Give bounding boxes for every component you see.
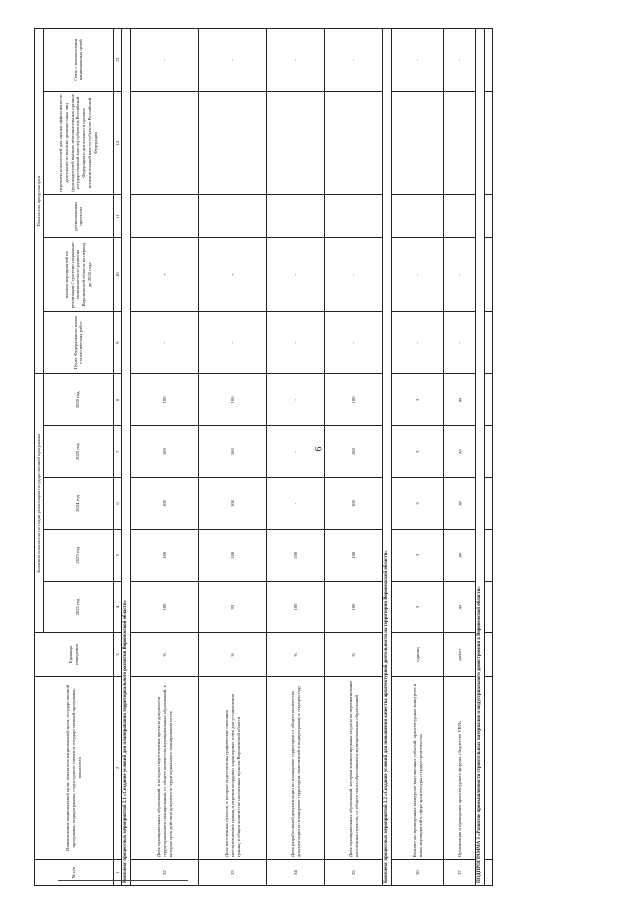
row-provided: -: [444, 311, 476, 374]
row-provided: [325, 91, 383, 195]
row-value: -: [267, 478, 325, 530]
col-number: 4: [113, 581, 122, 633]
col-number: 6: [113, 478, 122, 530]
header-provided-col: Связь с показателями национальных целей: [43, 29, 113, 92]
bottom-rule: [58, 880, 188, 881]
row-value: 100: [267, 581, 325, 633]
row-unit: %: [199, 633, 267, 676]
header-year: 2024 год: [43, 478, 113, 530]
indicators-table: [34, 28, 493, 886]
row-provided: +: [131, 238, 199, 311]
row-value: 100: [199, 426, 267, 478]
row-provided: [267, 91, 325, 195]
row-value: 93: [199, 581, 267, 633]
row-provided: [131, 91, 199, 195]
section-title: Комплекс процессных мероприятий 2.2 «Создание условий для повышения качества архитектурной деятельности на территории Воронежской области»: [383, 29, 392, 886]
row-unit: единиц: [392, 633, 444, 676]
row-name: Доля разработанной документации по планировке территории от общего количества документации по планировке территории, включенной в подпрограмму в текущем году: [267, 676, 325, 859]
col-number: 12: [113, 91, 122, 195]
row-value: 100: [131, 374, 199, 426]
row-name: Доля муниципальных образований, которым компенсированы затраты на переименование населенных пунктов, от общего числа обратившихся муниципальных образований: [325, 676, 383, 859]
header-provided-group: Показатель предусмотрен: [35, 29, 44, 374]
col-number: 10: [113, 238, 122, 311]
row-num: 36: [392, 860, 444, 886]
row-num: 32: [131, 860, 199, 886]
row-value: 3: [392, 478, 444, 530]
col-number: 7: [113, 426, 122, 478]
row-value: 3: [392, 426, 444, 478]
header-name: Наименование национальной цели, показателя национальной цели, государственной программы, подпрограммы, структурного элемента государственной программы, показателя: [35, 676, 114, 859]
row-name: Доля населенных пунктов, в которых подготовлены графические описания местоположения границ и перечни координат характерных точек для установления границ, в общем количестве населенных пунктов Воронежской области: [199, 676, 267, 859]
row-value: 100: [325, 529, 383, 581]
header-provided-col: планом мероприятий по реализации Стратегии социально-экономического развития Воронежской области на период до 2035 года: [43, 238, 113, 311]
row-value: 100: [199, 374, 267, 426]
row-provided: -: [267, 238, 325, 311]
row-value: 100: [131, 529, 199, 581]
row-value: да: [444, 426, 476, 478]
row-provided: [199, 195, 267, 238]
header-provided-col: региональным проектом: [43, 195, 113, 238]
row-provided: -: [325, 238, 383, 311]
row-value: да: [444, 478, 476, 530]
col-number: 8: [113, 374, 122, 426]
row-provided: [131, 195, 199, 238]
header-provided-col: перечнем показателей для оценки эффективности деятельности высших должностных лиц (руководителей высших исполнительных органов государственной власти) субъектов Российской Федерации и деятельности органов исполнительной власти субъектов Российской Федерации: [43, 91, 113, 195]
row-name: Количество проведенных конкурсно-выставочных событий, архитектурных конкурсов и иных мероприятий в сфере архитектуры и градостроительства: [392, 676, 444, 859]
rotated-table-block: [34, 28, 554, 886]
row-provided: -: [131, 29, 199, 92]
row-provided: [199, 91, 267, 195]
col-number: 1: [113, 860, 122, 886]
header-unit: Единица измерения: [35, 633, 114, 676]
row-provided: [444, 195, 476, 238]
row-value: -: [267, 374, 325, 426]
row-value: 100: [131, 426, 199, 478]
row-provided: [444, 91, 476, 195]
row-unit: да/нет: [444, 633, 476, 676]
row-unit: %: [267, 633, 325, 676]
header-num: № п/п: [35, 860, 114, 886]
section-title: Комплекс процессных мероприятий 2.1 «Создание условий для планирования территориального развития Воронежской области»: [122, 29, 131, 886]
row-value: 3: [392, 529, 444, 581]
row-num: 37: [444, 860, 476, 886]
header-provided-col: Пункт Федерального плана статистических работ: [43, 311, 113, 374]
row-provided: -: [325, 29, 383, 92]
row-provided: -: [392, 311, 444, 374]
continuation-row: [485, 29, 493, 886]
page-number: 6: [313, 446, 324, 452]
row-value: -: [267, 426, 325, 478]
row-unit: %: [325, 633, 383, 676]
row-provided: -: [444, 29, 476, 92]
row-value: 100: [325, 478, 383, 530]
col-number: 13: [113, 29, 122, 92]
row-provided: [392, 91, 444, 195]
row-value: 100: [325, 374, 383, 426]
row-num: 35: [325, 860, 383, 886]
col-number: 5: [113, 529, 122, 581]
row-provided: -: [267, 311, 325, 374]
row-name: Доля муниципальных образований, в которых подготовлены проекты документов территориального планирования, от общего количества муниципальных образований, в которых срок действия документов территориального планирования истек: [131, 676, 199, 859]
header-year: 2023 год: [43, 529, 113, 581]
row-value: 100: [131, 478, 199, 530]
col-number: 2: [113, 676, 122, 859]
row-unit: %: [131, 633, 199, 676]
row-provided: +: [199, 238, 267, 311]
row-value: 100: [267, 529, 325, 581]
row-name: Организация и проведение архитектурного форума «Зодчество VRN»: [444, 676, 476, 859]
row-provided: -: [392, 238, 444, 311]
header-year: 2022 год: [43, 581, 113, 633]
subprogram-title: ПОДПРОГРАММА 3 «Развитие промышленности строительных материалов и индустриального домостроения в Воронежской области»: [476, 29, 485, 886]
row-num: 34: [267, 860, 325, 886]
row-provided: -: [131, 311, 199, 374]
row-provided: [267, 195, 325, 238]
col-number: 9: [113, 311, 122, 374]
header-year: 2030 год: [43, 374, 113, 426]
row-value: да: [444, 374, 476, 426]
row-provided: -: [199, 29, 267, 92]
row-value: 3: [392, 581, 444, 633]
row-value: 100: [131, 581, 199, 633]
row-value: да: [444, 581, 476, 633]
col-number: 3: [113, 633, 122, 676]
row-value: 100: [199, 478, 267, 530]
row-value: 100: [325, 581, 383, 633]
row-value: 100: [325, 426, 383, 478]
col-number: 11: [113, 195, 122, 238]
row-value: да: [444, 529, 476, 581]
row-provided: [325, 195, 383, 238]
row-provided: [392, 195, 444, 238]
row-value: 100: [199, 529, 267, 581]
row-value: 3: [392, 374, 444, 426]
row-provided: -: [444, 238, 476, 311]
row-provided: -: [267, 29, 325, 92]
row-num: 33: [199, 860, 267, 886]
header-values-group: Значения показателя по годам реализации государственной программы: [35, 374, 44, 633]
header-year: 2025 год: [43, 426, 113, 478]
row-provided: -: [199, 311, 267, 374]
row-provided: -: [392, 29, 444, 92]
row-provided: -: [325, 311, 383, 374]
